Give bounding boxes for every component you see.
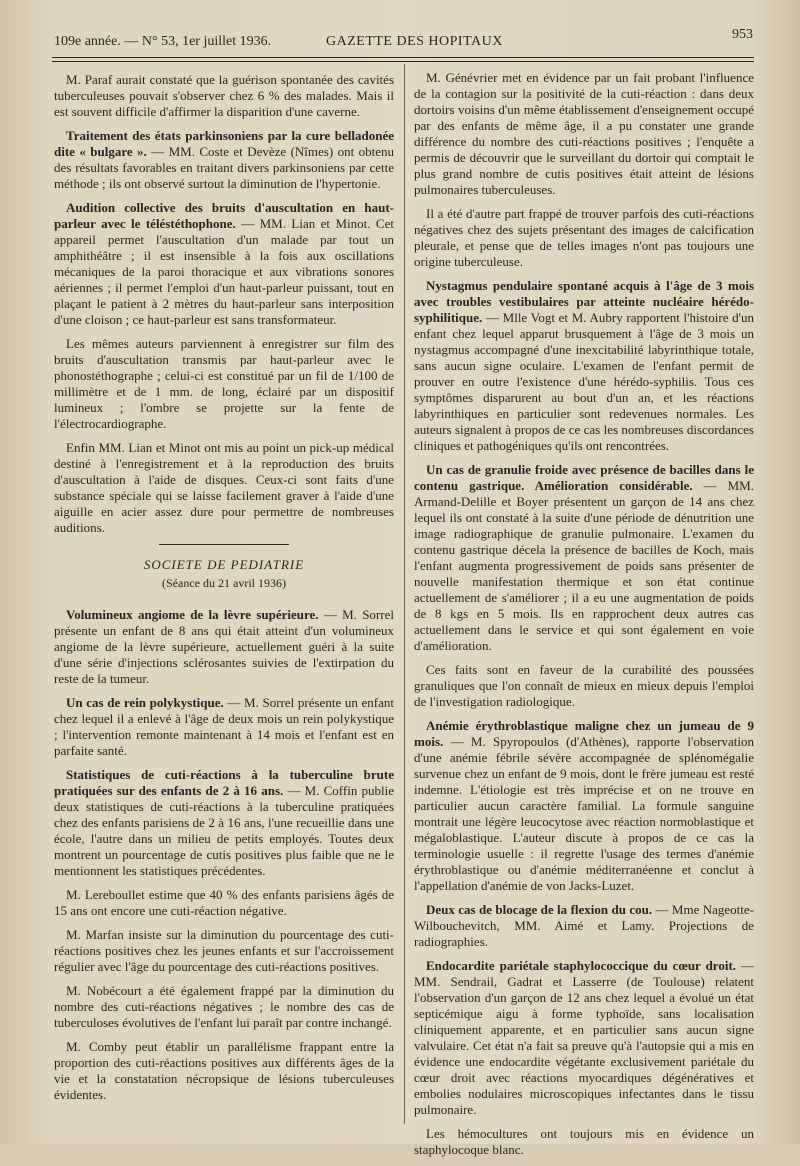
paragraph: Un cas de granulie froide avec présence de bacilles dans le contenu gastrique. Amélioration considérable. — MM. Armand-Delille et Boyer présentent un garçon de 14 ans chez lequel ils ont constaté à la suite d'une période de dénutrition une image radiographique de granulie pulmonaire. L'examen du contenu gastrique décela la présence de bacilles de Koch, mais l'enfant augmenta progressivement de poids sans présenter de nouvelle manifestation thermique et son état continue actuellement de s'améliorer ; il a eu une augmentation de poids de 8 kgs en 5 mois. Ils en rapprochent deux autres cas actuellement dans le service et qui sont également en voie d'amélioration.	[414, 462, 754, 653]
paragraph: Statistiques de cuti-réactions à la tuberculine brute pratiquées sur des enfants de 2 à 16 ans. — M. Coffin publie deux statistiques de cuti-réactions à la tuberculine pratiquées chez des enfants parisiens de 2 à 16 ans, l'une recueillie dans une école, l'autre dans un milieu de petits employés. Toutes deux montrent un pourcentage de cutis positives plus faible que ne le mentionnent les statistiques précédentes.	[54, 767, 394, 878]
article-title: Audition collective des bruits d'auscultation en haut-parleur avec le téléstéthophone.	[54, 200, 394, 231]
article-title: Deux cas de blocage de la flexion du cou.	[426, 902, 653, 917]
header-rule	[52, 57, 754, 62]
paragraph: Endocardite pariétale staphylococcique du cœur droit. — MM. Sendrail, Gadrat et Lasserre (de Toulouse) relatent l'observation d'un garçon de 12 ans chez lequel a évolué un état septicémique aigu à forme typhoïde, sans localisation cliniquement apparente, et en particulier sans aucun signe valvulaire. Cet état n'a fait sa preuve qu'à l'autopsie qui a mis en évidence une endocardite végétante exclusivement pariétale du cœur droit avec réactions myocardiques dégénératives et embolies nodulaires microscopiques infectantes dans le tissu pulmonaire.	[414, 958, 755, 1117]
paragraph: M. Marfan insiste sur la diminution du pourcentage des cuti-réactions positives chez les jeunes enfants et sur l'accroissement régulier avec l'âge du pourcentage des cuti-réactions positives.	[54, 927, 394, 974]
paragraph: Enfin MM. Lian et Minot ont mis au point un pick-up médical destiné à l'enregistrement et à la reproduction des bruits d'auscultation à l'aide de disques. Ceux-ci sont faits d'une substance spéciale qui se laisse facilement graver à l'aide d'une aiguille en acier assez dure pour permettre de nombreuses auditions.	[54, 440, 394, 535]
paragraph: Volumineux angiome de la lèvre supérieure. — M. Sorrel présente un enfant de 8 ans qui était atteint d'un volumineux angiome de la lèvre supérieure, actuellement guéri à la suite d'une série d'injections sclérosantes suivies de l'extirpation du reste de la tumeur.	[54, 607, 394, 686]
article-title: Endocardite pariétale staphylococcique du cœur droit.	[426, 958, 737, 973]
paragraph: Un cas de rein polykystique. — M. Sorrel présente un enfant chez lequel il a enlevé à l'âge de deux mois un rein polykystique ; l'intervention remonte maintenant à 14 mois et l'enfant est en parfaite santé.	[54, 695, 394, 758]
paragraph: Anémie érythroblastique maligne chez un jumeau de 9 mois. — M. Spyropoulos (d'Athènes), rapporte l'observation d'une anémie fébrile sévère accompagnée de splénomégalie survenue chez un enfant de 9 mois, dont le frère jumeau est resté indemne. L'étiologie est très imprécise et on ne trouve en particulier aucun caractère familial. La formule sanguine montrait une légère leucocytose avec réaction normoblastique et mégaloblastique. L'auteur discute à propos de ce cas la terminologie usuelle : il regrette l'usage des termes d'anémie érythroblastique ou d'anémie méditerranéenne et conclut à l'appellation d'anémie de von Jacks-Luzet.	[414, 718, 754, 893]
paragraph: Les mêmes auteurs parviennent à enregistrer sur film des bruits d'auscultation transmis par haut-parleur avec le phonostéthographe ; celui-ci est constitué par un fil de 1/100 de millimètre et de 1 mm. de long, éclairé par un dispositif lumineux ; l'ombre se projette sur la fente de l'électrocardiographe.	[54, 336, 394, 431]
paragraph: Traitement des états parkinsoniens par la cure belladonée dite « bulgare ». — MM. Coste et Devèze (Nîmes) ont obtenu des résultats favorables en traitant divers parkinsoniens par cette méthode ; ils ont observé surtout la diminution de l'hypertonie.	[54, 128, 394, 191]
society-heading: SOCIETE DE PEDIATRIE	[143, 557, 305, 572]
paragraph: Nystagmus pendulaire spontané acquis à l'âge de 3 mois avec troubles vestibulaires par atteinte nucléaire hérédo-syphilitique. — Mlle Vogt et M. Aubry rapportent l'histoire d'un enfant chez lequel apparut brusquement à l'âge de 3 mois un nystagmus accompagné d'une inexcitabilité labyrinthique totale, sans aucun signe oculaire. L'examen de l'enfant permit de prouver en outre l'existence d'une hérédo-syphilis. Tous ces symptômes disparurent au bout d'un an, et les réactions labyrinthiques en particulier sont redevenues normales. Les auteurs signalent à propos de ce cas les nombreuses discordances cliniques et pathogéniques qu'ils ont rencontrées.	[414, 278, 754, 453]
article-title: Traitement des états parkinsoniens par la cure belladonée dite « bulgare ».	[54, 128, 394, 159]
article-title: Nystagmus pendulaire spontané acquis à l'âge de 3 mois avec troubles vestibulaires par atteinte nucléaire hérédo-syphilitique.	[414, 278, 754, 325]
article-title: Volumineux angiome de la lèvre supérieure.	[66, 607, 319, 622]
session-date: (Séance du 21 avril 1936)	[162, 576, 286, 590]
paragraph: M. Comby peut établir un parallélisme frappant entre la proportion des cuti-réactions positives aux différents âges de la vie et la constatation nécropsique de lésions tuberculeuses évidentes.	[54, 1039, 394, 1102]
issue-label: — N° 53, 1er juillet 1936.	[124, 34, 272, 49]
journal-title: GAZETTE DES HOPITAUX	[326, 34, 503, 49]
page-header	[0, 0, 800, 62]
article-title: Un cas de rein polykystique.	[66, 695, 224, 710]
paragraph: Ces faits sont en faveur de la curabilité des poussées granuliques que l'on connaît de mieux en mieux depuis l'emploi de l'investigation radiologique.	[414, 662, 754, 709]
article-title: Anémie érythroblastique maligne chez un jumeau de 9 mois.	[414, 718, 754, 749]
paragraph: Deux cas de blocage de la flexion du cou. — Mme Nageotte-Wilbouchevitch, MM. Aimé et Lamy. Projections de radiographies.	[414, 902, 754, 949]
column-divider	[404, 64, 405, 1124]
paragraph: Audition collective des bruits d'auscultation en haut-parleur avec le téléstéthophone. — MM. Lian et Minot. Cet appareil permet l'auscultation d'un malade par tout un amphithéâtre ; il est insensible à la fois aux oscillations mécaniques de la paroi thoracique et aux vibrations sonores aériennes ; il permet l'emploi d'un haut-parleur puissant, tout en plaçant le patient à 2 mètres du haut-parleur sans interposition d'une cloison ; ce haut-parleur est sans transformateur.	[54, 200, 394, 327]
paragraph: M. Nobécourt a été également frappé par la diminution du nombre des cuti-réactions négatives ; le nombre des cas de tuberculoses évolutives de l'enfant lui paraît par contre inchangé.	[54, 983, 394, 1030]
paragraph: M. Lereboullet estime que 40 % des enfants parisiens âgés de 15 ans ont encore une cuti-réaction négative.	[54, 887, 394, 918]
issue-info	[54, 34, 271, 50]
section-rule	[159, 544, 289, 545]
left-column	[54, 72, 394, 1111]
paragraph: M. Paraf aurait constaté que la guérison spontanée des cavités tuberculeuses pouvait s'observer chez 6 % des malades. Mais il est souvent difficile d'affirmer la disparition d'une caverne.	[54, 72, 394, 119]
paragraph: Les hémocultures ont toujours mis en évidence un staphylocoque blanc.	[414, 1126, 754, 1157]
article-title: Statistiques de cuti-réactions à la tuberculine brute pratiquées sur des enfants de 2 à 16 ans.	[54, 767, 394, 798]
article-title: Un cas de granulie froide avec présence de bacilles dans le contenu gastrique. Amélioration considérable.	[414, 462, 754, 493]
paragraph: Il a été d'autre part frappé de trouver parfois des cuti-réactions négatives chez des sujets présentant des images de calcification pleurale, et pense que de telles images n'ont pas toujours une origine tuberculeuse.	[414, 206, 754, 269]
page-number: 953	[732, 27, 753, 42]
year-label: 109e année.	[54, 34, 121, 49]
right-column	[414, 70, 754, 1166]
paragraph: M. Génévrier met en évidence par un fait probant l'influence de la contagion sur la positivité de la cuti-réaction : dans deux dortoirs voisins d'un même établissement d'enseignement occupé par des enfants de même âge, il a pu constater une grande différence du nombre des cuti-réactions positives ; l'enquête a permis de découvrir que le surveillant du dortoir qui comptait le plus grand nombre de cutis positives était atteint de lésions pulmonaires tuberculeuses.	[414, 70, 754, 197]
